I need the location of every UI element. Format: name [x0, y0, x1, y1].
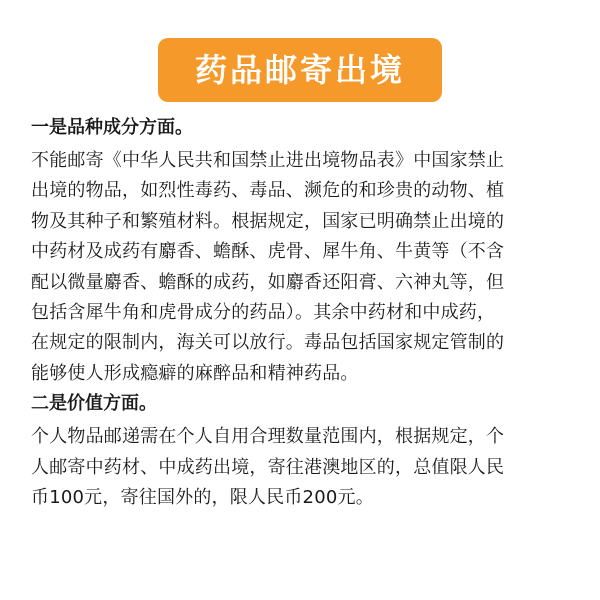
paragraph-line: 在规定的限制内，海关可以放行。毒品包括国家规定管制的 — [31, 332, 505, 354]
paragraph-line: 个人物品邮递需在个人自用合理数量范围内，根据规定，个 — [31, 426, 505, 448]
paragraph-line: 中药材及成药有麝香、蟾酥、虎骨、犀牛角、牛黄等（不含 — [31, 241, 505, 263]
paragraph-line: 能够使人形成瘾癖的麻醉品和精神药品。 — [31, 362, 359, 384]
paragraph-line: 物及其种子和繁殖材料。根据规定，国家已明确禁止出境的 — [31, 210, 505, 232]
paragraph-line: 包括含犀牛角和虎骨成分的药品）。其余中药材和中成药， — [31, 302, 496, 324]
article-body — [31, 114, 577, 513]
title-banner — [0, 38, 600, 102]
section-heading-value: 二是价值方面。 — [31, 393, 157, 415]
section-paragraph-value — [31, 422, 577, 513]
section-heading-variety: 一是品种成分方面。 — [31, 117, 193, 138]
paragraph-line: 人邮寄中药材、中成药出境，寄往港澳地区的，总值限人民 — [31, 456, 505, 478]
paragraph-line: 币100元，寄往国外的，限人民币200元。 — [31, 487, 374, 509]
page-title: 药品邮寄出境 — [158, 38, 442, 102]
paragraph-line: 不能邮寄《中华人民共和国禁止进出境物品表》中国家禁止 — [31, 150, 505, 171]
section-paragraph-variety — [31, 146, 577, 389]
paragraph-line: 出境的物品，如烈性毒药、毒品、濒危的和珍贵的动物、植 — [31, 180, 505, 202]
paragraph-line: 配以微量麝香、蟾酥的成药，如麝香还阳膏、六神丸等，但 — [31, 271, 505, 293]
